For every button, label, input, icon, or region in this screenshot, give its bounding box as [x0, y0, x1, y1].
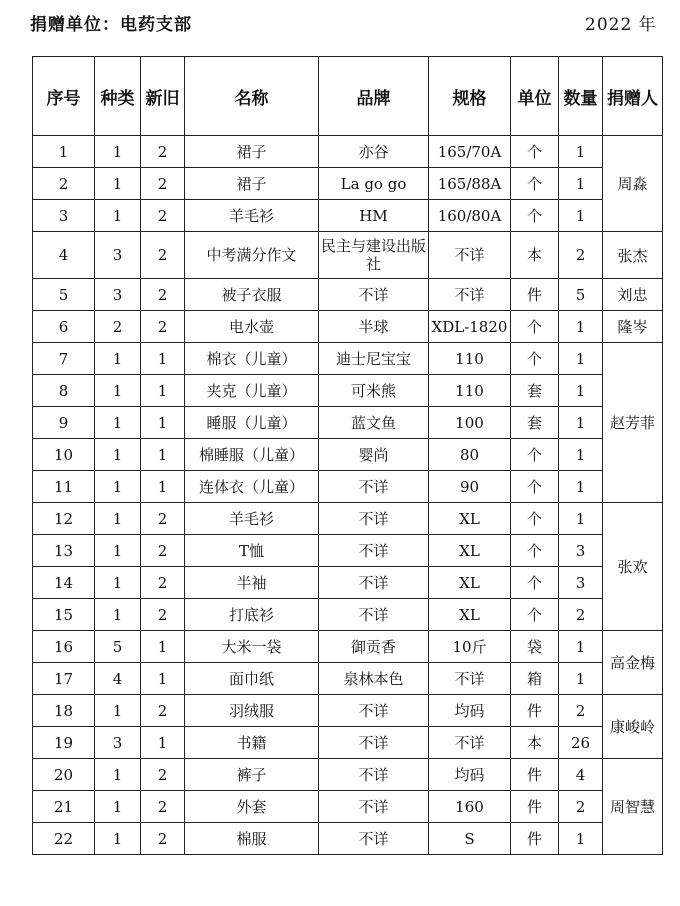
cell-spec: 110: [429, 343, 511, 375]
cell-spec: 160/80A: [429, 200, 511, 232]
cell-condition: 1: [141, 663, 185, 695]
cell-brand: La go go: [319, 168, 429, 200]
cell-no: 22: [33, 823, 95, 855]
cell-quantity: 1: [559, 407, 603, 439]
cell-quantity: 2: [559, 791, 603, 823]
cell-type: 5: [95, 631, 141, 663]
cell-spec: 不详: [429, 232, 511, 279]
cell-spec: XL: [429, 599, 511, 631]
cell-brand: 不详: [319, 503, 429, 535]
cell-spec: XL: [429, 503, 511, 535]
cell-quantity: 1: [559, 471, 603, 503]
cell-spec: 165/70A: [429, 136, 511, 168]
table-row: [33, 535, 663, 567]
cell-spec: XL: [429, 567, 511, 599]
cell-unit: 个: [511, 200, 559, 232]
cell-brand: 不详: [319, 791, 429, 823]
cell-spec: S: [429, 823, 511, 855]
cell-quantity: 1: [559, 823, 603, 855]
cell-unit: 个: [511, 503, 559, 535]
cell-name: 半袖: [185, 567, 319, 599]
cell-quantity: 1: [559, 168, 603, 200]
cell-spec: 均码: [429, 695, 511, 727]
cell-type: 1: [95, 168, 141, 200]
cell-no: 21: [33, 791, 95, 823]
col-header-name: 名称: [185, 57, 319, 136]
cell-unit: 个: [511, 439, 559, 471]
cell-type: 1: [95, 759, 141, 791]
col-header-condition: 新旧: [141, 57, 185, 136]
cell-condition: 1: [141, 471, 185, 503]
cell-name: 羊毛衫: [185, 503, 319, 535]
cell-name: 裙子: [185, 168, 319, 200]
cell-unit: 本: [511, 232, 559, 279]
cell-unit: 套: [511, 375, 559, 407]
cell-unit: 袋: [511, 631, 559, 663]
cell-quantity: 1: [559, 631, 603, 663]
cell-type: 1: [95, 343, 141, 375]
cell-type: 1: [95, 535, 141, 567]
cell-no: 10: [33, 439, 95, 471]
cell-quantity: 26: [559, 727, 603, 759]
table-row: [33, 631, 663, 663]
cell-unit: 件: [511, 823, 559, 855]
cell-brand: 不详: [319, 279, 429, 311]
year-label: 2022 年: [585, 15, 657, 35]
cell-donor: 隆岑: [603, 311, 663, 343]
cell-quantity: 5: [559, 279, 603, 311]
cell-type: 1: [95, 471, 141, 503]
cell-spec: 10斤: [429, 631, 511, 663]
cell-no: 7: [33, 343, 95, 375]
cell-condition: 2: [141, 200, 185, 232]
cell-condition: 1: [141, 407, 185, 439]
cell-name: 被子衣服: [185, 279, 319, 311]
cell-type: 1: [95, 599, 141, 631]
cell-spec: 不详: [429, 663, 511, 695]
cell-no: 1: [33, 136, 95, 168]
table-row: [33, 791, 663, 823]
cell-no: 18: [33, 695, 95, 727]
table-row: [33, 439, 663, 471]
cell-condition: 2: [141, 232, 185, 279]
cell-brand: HM: [319, 200, 429, 232]
cell-type: 2: [95, 311, 141, 343]
table-row: [33, 136, 663, 168]
cell-unit: 个: [511, 471, 559, 503]
cell-brand: 御贡香: [319, 631, 429, 663]
cell-donor: 康峻岭: [603, 695, 663, 759]
cell-type: 1: [95, 567, 141, 599]
cell-brand: 迪士尼宝宝: [319, 343, 429, 375]
col-header-brand: 品牌: [319, 57, 429, 136]
cell-no: 4: [33, 232, 95, 279]
cell-brand: 半球: [319, 311, 429, 343]
cell-donor: 高金梅: [603, 631, 663, 695]
cell-unit: 个: [511, 136, 559, 168]
cell-unit: 件: [511, 759, 559, 791]
cell-name: 羊毛衫: [185, 200, 319, 232]
col-header-unit: 单位: [511, 57, 559, 136]
cell-brand: 不详: [319, 759, 429, 791]
cell-no: 6: [33, 311, 95, 343]
cell-condition: 2: [141, 599, 185, 631]
cell-no: 8: [33, 375, 95, 407]
cell-type: 1: [95, 503, 141, 535]
table-row: [33, 279, 663, 311]
cell-spec: 100: [429, 407, 511, 439]
cell-spec: 165/88A: [429, 168, 511, 200]
cell-name: 书籍: [185, 727, 319, 759]
cell-brand: 不详: [319, 535, 429, 567]
cell-donor: 刘忠: [603, 279, 663, 311]
cell-name: 裤子: [185, 759, 319, 791]
cell-no: 12: [33, 503, 95, 535]
table-row: [33, 200, 663, 232]
cell-brand: 不详: [319, 567, 429, 599]
col-header-donor: 捐赠人: [603, 57, 663, 136]
cell-unit: 个: [511, 311, 559, 343]
table-row: [33, 503, 663, 535]
cell-name: 面巾纸: [185, 663, 319, 695]
cell-condition: 2: [141, 311, 185, 343]
cell-condition: 1: [141, 439, 185, 471]
cell-brand: 婴尚: [319, 439, 429, 471]
table-row: [33, 168, 663, 200]
cell-no: 2: [33, 168, 95, 200]
cell-quantity: 1: [559, 503, 603, 535]
cell-quantity: 1: [559, 375, 603, 407]
cell-name: 夹克（儿童）: [185, 375, 319, 407]
cell-no: 17: [33, 663, 95, 695]
cell-condition: 2: [141, 567, 185, 599]
cell-no: 13: [33, 535, 95, 567]
cell-unit: 个: [511, 168, 559, 200]
cell-type: 1: [95, 407, 141, 439]
cell-type: 1: [95, 136, 141, 168]
cell-condition: 2: [141, 168, 185, 200]
table-row: [33, 567, 663, 599]
cell-no: 5: [33, 279, 95, 311]
cell-quantity: 3: [559, 535, 603, 567]
cell-spec: XDL-1820: [429, 311, 511, 343]
cell-no: 9: [33, 407, 95, 439]
cell-unit: 件: [511, 791, 559, 823]
table-row: [33, 663, 663, 695]
cell-name: T恤: [185, 535, 319, 567]
cell-type: 3: [95, 727, 141, 759]
cell-quantity: 1: [559, 439, 603, 471]
cell-no: 11: [33, 471, 95, 503]
cell-unit: 本: [511, 727, 559, 759]
cell-name: 中考满分作文: [185, 232, 319, 279]
cell-condition: 2: [141, 759, 185, 791]
table-row: [33, 232, 663, 279]
cell-name: 棉睡服（儿童）: [185, 439, 319, 471]
cell-brand: 不详: [319, 823, 429, 855]
cell-brand: 蓝文鱼: [319, 407, 429, 439]
cell-brand: 民主与建设出版社: [319, 232, 429, 279]
cell-name: 电水壶: [185, 311, 319, 343]
table-row: [33, 375, 663, 407]
cell-no: 3: [33, 200, 95, 232]
cell-spec: 80: [429, 439, 511, 471]
col-header-type: 种类: [95, 57, 141, 136]
cell-condition: 2: [141, 791, 185, 823]
cell-quantity: 3: [559, 567, 603, 599]
cell-quantity: 2: [559, 232, 603, 279]
cell-type: 3: [95, 279, 141, 311]
cell-spec: XL: [429, 535, 511, 567]
table-row: [33, 311, 663, 343]
table-row: [33, 343, 663, 375]
cell-name: 打底衫: [185, 599, 319, 631]
col-header-spec: 规格: [429, 57, 511, 136]
table-row: [33, 695, 663, 727]
cell-condition: 2: [141, 823, 185, 855]
cell-unit: 箱: [511, 663, 559, 695]
table-body: [33, 136, 663, 855]
cell-condition: 2: [141, 279, 185, 311]
cell-donor: 张杰: [603, 232, 663, 279]
cell-spec: 160: [429, 791, 511, 823]
table-row: [33, 599, 663, 631]
cell-name: 棉衣（儿童）: [185, 343, 319, 375]
cell-no: 20: [33, 759, 95, 791]
cell-condition: 2: [141, 695, 185, 727]
cell-brand: 不详: [319, 599, 429, 631]
col-header-no: 序号: [33, 57, 95, 136]
cell-type: 1: [95, 375, 141, 407]
cell-name: 大米一袋: [185, 631, 319, 663]
cell-unit: 件: [511, 695, 559, 727]
cell-quantity: 2: [559, 599, 603, 631]
cell-condition: 2: [141, 136, 185, 168]
cell-brand: 不详: [319, 727, 429, 759]
cell-spec: 90: [429, 471, 511, 503]
table-row: [33, 471, 663, 503]
cell-no: 14: [33, 567, 95, 599]
cell-donor: 周淼: [603, 136, 663, 232]
cell-unit: 个: [511, 567, 559, 599]
cell-name: 羽绒服: [185, 695, 319, 727]
table-row: [33, 727, 663, 759]
cell-unit: 套: [511, 407, 559, 439]
cell-quantity: 2: [559, 695, 603, 727]
cell-type: 3: [95, 232, 141, 279]
cell-condition: 1: [141, 375, 185, 407]
cell-condition: 1: [141, 343, 185, 375]
cell-type: 1: [95, 439, 141, 471]
donation-unit-label: 捐赠单位：电药支部: [30, 15, 192, 35]
table-row: [33, 823, 663, 855]
cell-donor: 赵芳菲: [603, 343, 663, 503]
cell-name: 外套: [185, 791, 319, 823]
cell-spec: 110: [429, 375, 511, 407]
col-header-quantity: 数量: [559, 57, 603, 136]
cell-brand: 泉林本色: [319, 663, 429, 695]
cell-spec: 不详: [429, 279, 511, 311]
cell-brand: 亦谷: [319, 136, 429, 168]
cell-brand: 不详: [319, 471, 429, 503]
cell-brand: 可米熊: [319, 375, 429, 407]
cell-quantity: 1: [559, 136, 603, 168]
cell-unit: 件: [511, 279, 559, 311]
cell-unit: 个: [511, 599, 559, 631]
cell-name: 睡服（儿童）: [185, 407, 319, 439]
cell-type: 1: [95, 791, 141, 823]
cell-quantity: 1: [559, 200, 603, 232]
cell-no: 19: [33, 727, 95, 759]
table-row: [33, 407, 663, 439]
cell-quantity: 1: [559, 663, 603, 695]
cell-condition: 1: [141, 631, 185, 663]
cell-donor: 张欢: [603, 503, 663, 631]
cell-type: 1: [95, 823, 141, 855]
cell-type: 1: [95, 200, 141, 232]
cell-quantity: 1: [559, 311, 603, 343]
cell-spec: 不详: [429, 727, 511, 759]
cell-quantity: 1: [559, 343, 603, 375]
cell-quantity: 4: [559, 759, 603, 791]
cell-condition: 2: [141, 503, 185, 535]
cell-unit: 个: [511, 343, 559, 375]
cell-no: 16: [33, 631, 95, 663]
cell-brand: 不详: [319, 695, 429, 727]
cell-condition: 1: [141, 727, 185, 759]
cell-condition: 2: [141, 535, 185, 567]
cell-name: 裙子: [185, 136, 319, 168]
cell-type: 4: [95, 663, 141, 695]
cell-no: 15: [33, 599, 95, 631]
cell-spec: 均码: [429, 759, 511, 791]
cell-type: 1: [95, 695, 141, 727]
table-header-row: [33, 57, 663, 136]
cell-name: 连体衣（儿童）: [185, 471, 319, 503]
cell-name: 棉服: [185, 823, 319, 855]
donation-table: [32, 56, 663, 855]
cell-unit: 个: [511, 535, 559, 567]
cell-donor: 周智慧: [603, 759, 663, 855]
table-row: [33, 759, 663, 791]
